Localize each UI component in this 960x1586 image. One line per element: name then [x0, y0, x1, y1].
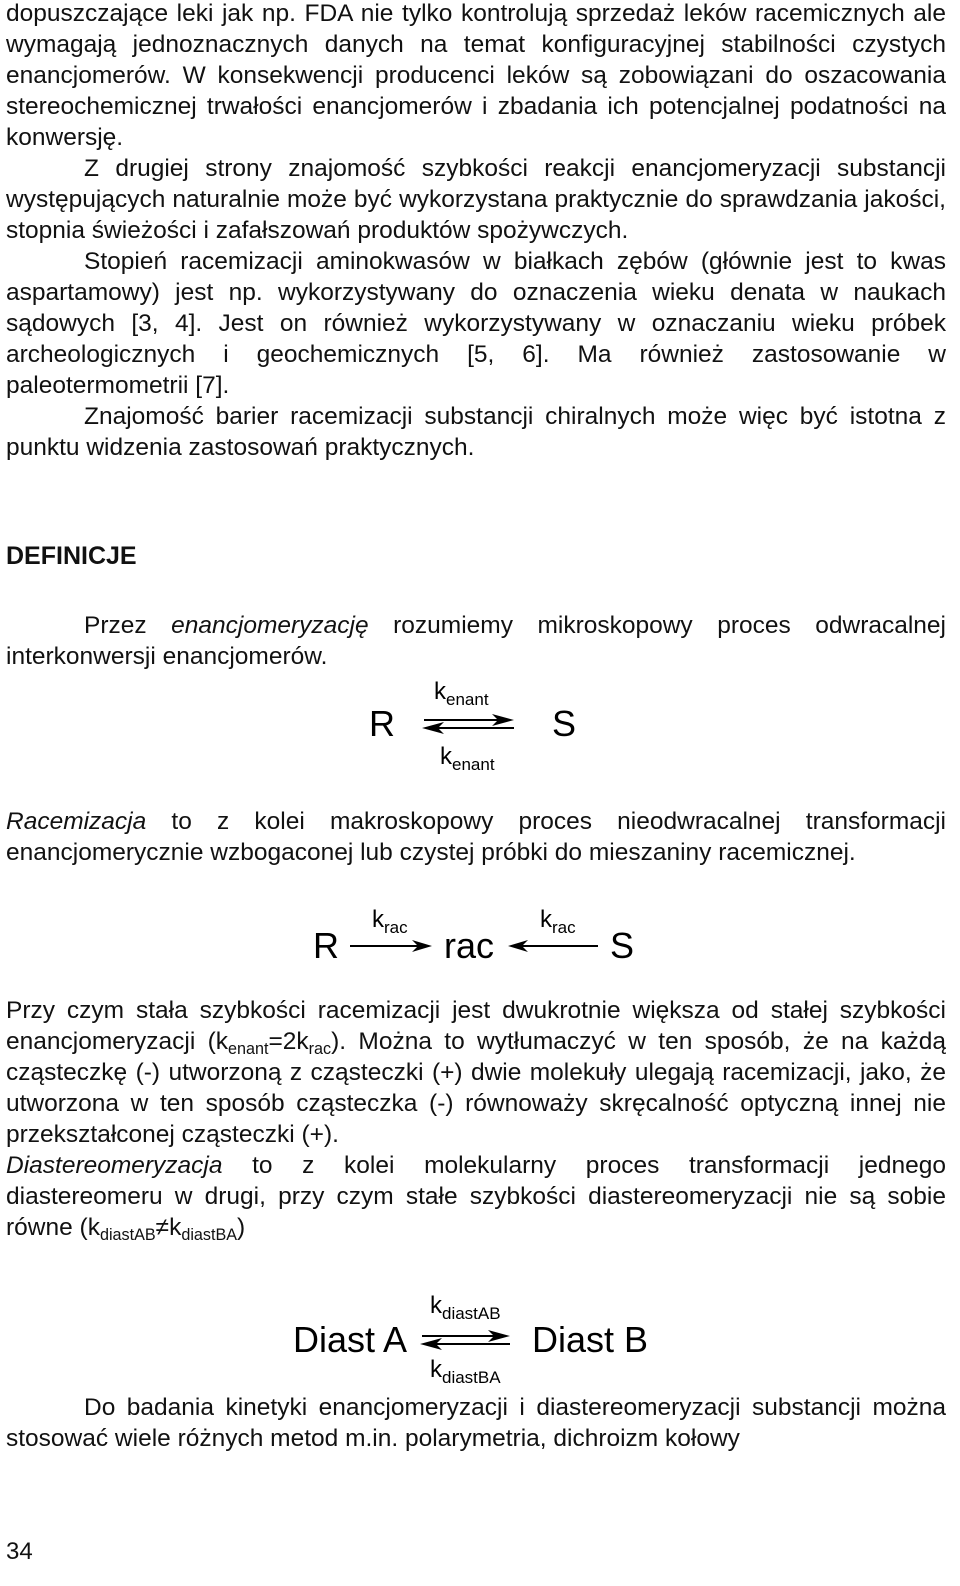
def-rac-post: to z kolei makroskopowy proces nieodwracalnej transformacji enancjomerycznie wzbogaconej lub czystej próbki do mieszaniny racemicznej.: [6, 808, 946, 866]
page-number: 34: [6, 1538, 33, 1565]
scheme-enant-left-r: R: [369, 703, 395, 744]
diast-sub-ab: diastAB: [99, 1226, 156, 1245]
rate-sub-enant: enant: [228, 1040, 269, 1059]
paragraph-drug-regulation: dopuszczające leki jak np. FDA nie tylko kontrolują sprzedaż leków racemicznych ale wymagają jednoznacznych danych na temat konfiguracyjnej stabilności czystych enancjomerów. W konsekwencji producenci leków są zobowiązani do oszacowania stereochemicznej trwałości enancjomerów i zbadania ich potencjalnej podatności na konwersję.: [6, 0, 946, 151]
rate-text-b: =2k: [268, 1028, 309, 1055]
scheme-enant-right-s: S: [552, 703, 577, 744]
paragraph-definition-racemization: [6, 806, 946, 868]
paragraph-food-quality: Z drugiej strony znajomość szybkości reakcji enancjomeryzacji substancji występujących naturalnie może być wykorzystana praktycznie do sprawdzania jakości, stopnia świeżości i zafałszowań produktów spożywczych.: [6, 155, 946, 244]
rate-text-a: Przy czym stała szybkości racemizacji jest dwukrotnie większa od stałej szybkości enancjomeryzacji (k: [6, 997, 946, 1055]
def-enant-pre: Przez: [84, 612, 172, 639]
term-enantiomerization: enancjomeryzację: [171, 612, 369, 639]
k-enant-top-label: $k_{enant}$: [434, 678, 489, 709]
paragraph-practical-importance: Znajomość barier racemizacji substancji chiralnych może więc być istotna z punktu widzenia zastosowań praktycznych.: [6, 403, 946, 461]
def-enant-post: rozumiemy mikroskopowy proces odwracalnej interkonwersji enancjomerów.: [6, 612, 946, 670]
diast-neq: ≠k: [155, 1214, 182, 1241]
k-rac-right-label: $k_{rac}$: [540, 906, 576, 937]
rate-sub-rac: rac: [308, 1040, 332, 1059]
arrow-r-to-rac: [350, 938, 434, 954]
scheme-diast-left: Diast A: [293, 1319, 408, 1360]
arrow-s-to-rac: [508, 938, 600, 954]
paragraph-definition-enantiomerization: [6, 610, 946, 672]
equilibrium-arrows-enant: [422, 712, 518, 736]
k-diast-ba-label: $k_{diastBA}$: [430, 1356, 501, 1387]
term-diastereomerization: Diastereomeryzacja: [6, 1152, 223, 1179]
scheme-diast-right: Diast B: [532, 1319, 649, 1360]
diast-text-a: to z kolei molekularny proces transformacji jednego diastereomeru w drugi, przy czym stałe szybkości diastereomeryzacji nie są sobie równe (k: [6, 1152, 946, 1241]
section-heading-definitions: DEFINICJE: [6, 542, 137, 570]
paragraph-amino-acid-racemization: Stopień racemizacji aminokwasów w białkach zębów (głównie jest to kwas aspartamowy) jest np. wykorzystywany do oznaczenia wieku denata w naukach sądowych [3, 4]. Jest on również wykorzystywany w oznaczaniu wieku próbek archeologicznych i geochemicznych [5, 6]. Ma również zastosowanie w paleotermometrii [7].: [6, 248, 946, 399]
scheme-rac-right-s: S: [610, 925, 635, 966]
diast-sub-ba: diastBA: [181, 1226, 238, 1245]
term-racemization: Racemizacja: [6, 808, 147, 835]
paragraph-definition-diastereomerization: [6, 1150, 946, 1243]
scheme-rac-middle: rac: [444, 925, 495, 966]
k-rac-left-label: $k_{rac}$: [372, 906, 408, 937]
diast-text-c: ): [237, 1214, 246, 1241]
paragraph-rate-constants: [6, 995, 946, 1150]
paragraph-kinetics-methods: Do badania kinetyki enancjomeryzacji i diastereomeryzacji substancji można stosować wiele różnych metod m.in. polarymetria, dichroizm kołowy: [6, 1394, 946, 1452]
k-diast-ab-label: $k_{diastAB}$: [430, 1292, 501, 1323]
rate-text-c: ). Można to wytłumaczyć w ten sposób, że na każdą cząsteczkę (-) utworzoną z cząsteczki (+) dwie molekuły ulegają racemizacji, jako, że utworzona w ten sposób cząsteczka (-) równoważy skręcalność optyczną innej nie przekształconej cząsteczki (+).: [6, 1028, 946, 1148]
k-enant-bottom-label: $k_{enant}$: [440, 743, 495, 774]
equilibrium-arrows-diast: [420, 1328, 514, 1352]
scheme-rac-left-r: R: [313, 925, 339, 966]
